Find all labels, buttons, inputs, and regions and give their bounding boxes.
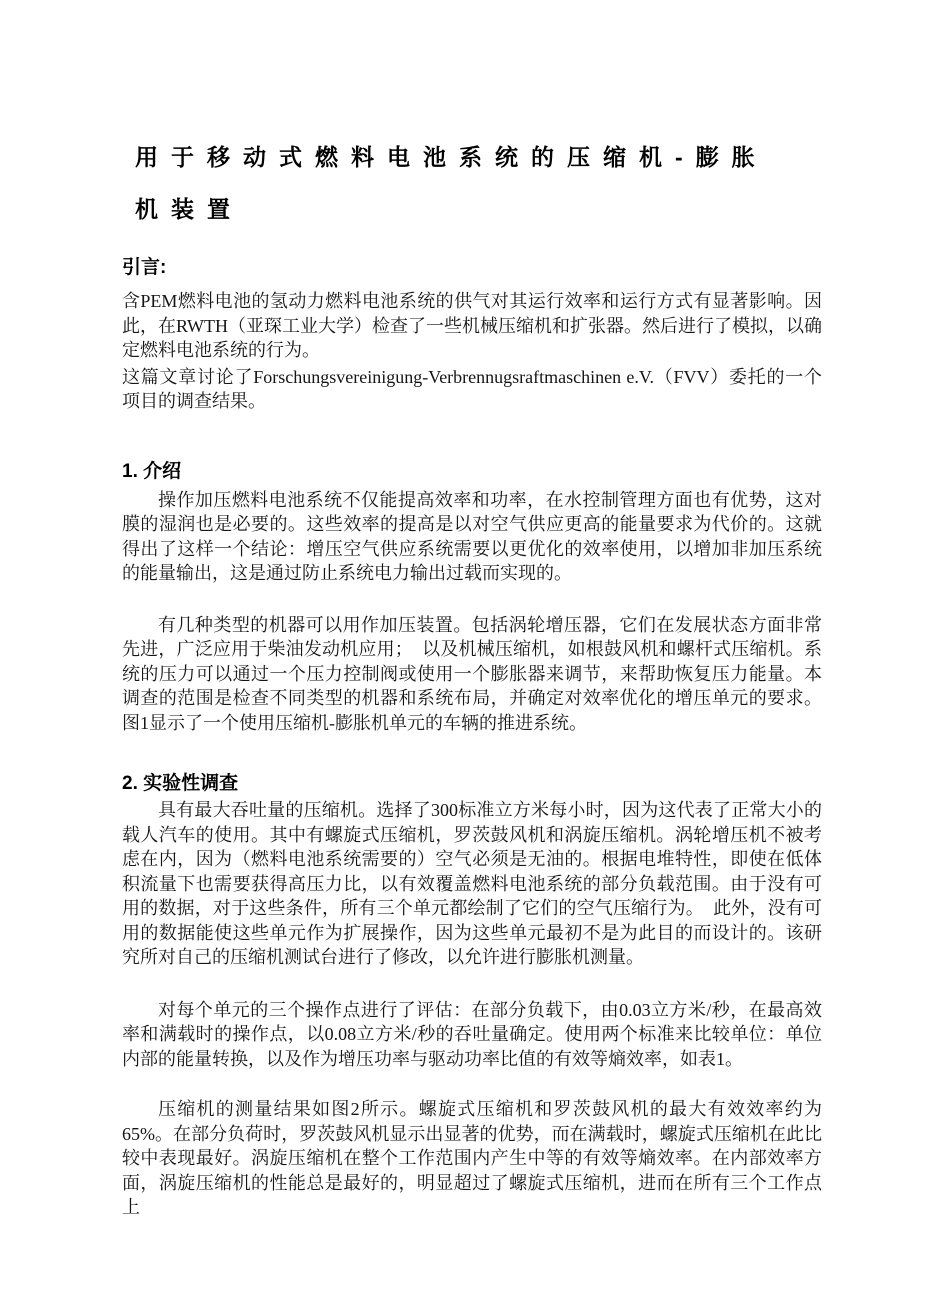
paragraph-foreword-2: 这篇文章讨论了Forschungsvereinigung-Verbrennugsraftmaschinen e.V.（FVV）委托的一个项目的调查结果。 bbox=[122, 366, 822, 411]
paragraph-foreword-1: 含PEM燃料电池的氢动力燃料电池系统的供气对其运行效率和运行方式有显著影响。因此，在RWTH（亚琛工业大学）检查了一些机械压缩机和扩张器。然后进行了模拟，以确定燃料电池系统的行为。 bbox=[122, 291, 822, 360]
paragraph-experimental-1: 具有最大吞吐量的压缩机。选择了300标准立方米每小时，因为这代表了正常大小的载人汽车的使用。其中有螺旋式压缩机，罗茨鼓风机和涡旋压缩机。涡轮增压机不被考虑在内，因为（燃料电池系统需要的）空气必须是无油的。根据电堆特性，即使在低体积流量下也需要获得高压力比，以有效覆盖燃料电池系统的部分负载范围。由于没有可用的数据，对于这些条件，所有三个单元都绘制了它们的空气压缩行为。 此外，没有可用的数据能使这些单元作为扩展操作，因为这些单元最初不是为此目的而设计的。该研究所对自己的压缩机测试台进行了修改，以允许进行膨胀机测量。 bbox=[122, 800, 822, 967]
paragraph-introduction-2: 有几种类型的机器可以用作加压装置。包括涡轮增压器，它们在发展状态方面非常先进，广泛应用于柴油发动机应用； 以及机械压缩机，如根鼓风机和螺杆式压缩机。系统的压力可以通过一个压力控制阀或使用一个膨胀器来调节，来帮助恢复压力能量。本调查的范围是检查不同类型的机器和系统布局，并确定对效率优化的增压单元的要求。图1显示了一个使用压缩机-膨胀机单元的车辆的推进系统。 bbox=[122, 614, 822, 733]
document-title-line-1: 用于移动式燃料电池系统的压缩机-膨胀 bbox=[135, 144, 768, 170]
document-title bbox=[122, 131, 822, 235]
paragraph-introduction-1: 操作加压燃料电池系统不仅能提高效率和功率，在水控制管理方面也有优势，这对膜的湿润也是必要的。这些效率的提高是以对空气供应更高的能量要求为代价的。这就得出了这样一个结论：增压空气供应系统需要以更优化的效率使用，以增加非加压系统的能量输出，这是通过防止系统电力输出过载而实现的。 bbox=[122, 489, 822, 583]
document-title-line-2: 机装置 bbox=[135, 196, 243, 222]
section-heading-experimental-investigation: 2. 实验性调查 bbox=[122, 773, 239, 794]
paragraph-experimental-3: 压缩机的测量结果如图2所示。螺旋式压缩机和罗茨鼓风机的最大有效效率约为65%。在部分负荷时，罗茨鼓风机显示出显著的优势，而在满载时，螺旋式压缩机在此比较中表现最好。涡旋压缩机在整个工作范围内产生中等的有效等熵效率。在内部效率方面，涡旋压缩机的性能总是最好的，明显超过了螺旋式压缩机，进而在所有三个工作点上 bbox=[122, 1099, 822, 1217]
paragraph-experimental-2: 对每个单元的三个操作点进行了评估：在部分负载下，由0.03立方米/秒，在最高效率和满载时的操作点，以0.08立方米/秒的吞吐量确定。使用两个标准来比较单位：单位内部的能量转换，以及作为增压功率与驱动功率比值的有效等熵效率，如表1。 bbox=[122, 999, 822, 1069]
section-heading-foreword: 引言: bbox=[122, 257, 167, 278]
section-heading-introduction: 1. 介绍 bbox=[122, 460, 182, 482]
document-body bbox=[122, 0, 822, 1220]
